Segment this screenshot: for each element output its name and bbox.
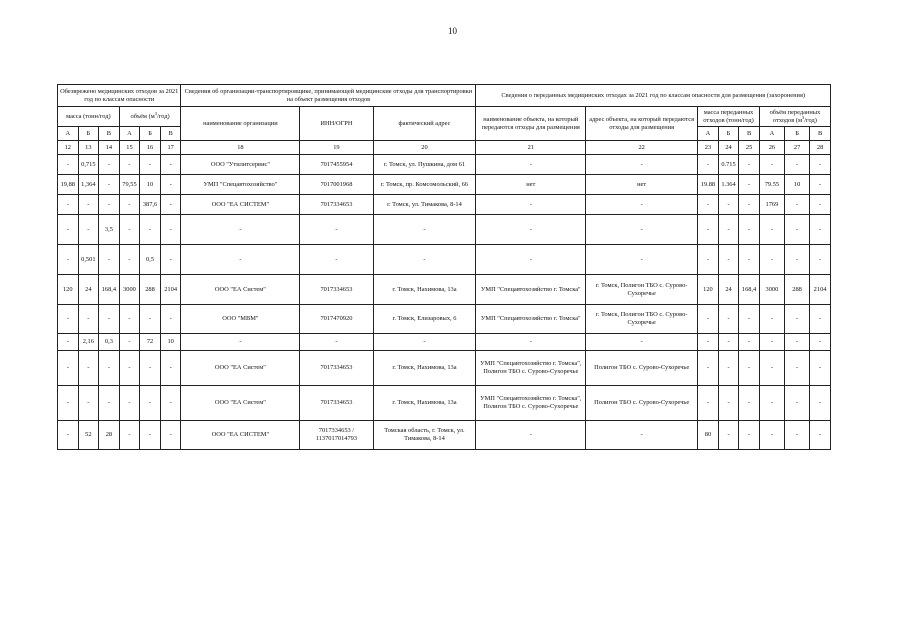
table-cell: -	[476, 421, 586, 450]
table-cell: г. Томск, Полигон ТБО с. Сурово-Сухоречье	[586, 305, 698, 334]
column-number: 18	[181, 141, 300, 155]
table-cell: -	[58, 155, 79, 175]
column-number: 22	[586, 141, 698, 155]
table-cell: -	[739, 215, 760, 245]
table-cell: -	[586, 215, 698, 245]
table-cell: -	[810, 351, 831, 386]
table-cell: ООО "ЕА Систем"	[181, 386, 300, 421]
header-org-name: наименование организации	[181, 107, 300, 141]
table-cell: -	[718, 334, 739, 351]
table-cell: 52	[78, 421, 99, 450]
table-cell: -	[160, 215, 181, 245]
table-cell: 24	[718, 275, 739, 305]
table-cell: г. Томск, ул. Пушкина, дом 61	[373, 155, 476, 175]
class-b-label: Б	[78, 127, 99, 141]
table-cell: 0,501	[78, 245, 99, 275]
table-cell: -	[58, 305, 79, 334]
table-cell: -	[140, 305, 161, 334]
table-cell: 7017455954	[300, 155, 373, 175]
column-number-row	[58, 141, 831, 155]
table-cell: 2,16	[78, 334, 99, 351]
class-v-label: В	[160, 127, 181, 141]
table-cell: ООО "ЕА Систем"	[181, 351, 300, 386]
table-cell: 79,55	[119, 175, 140, 195]
table-cell: -	[785, 334, 810, 351]
table-cell: 120	[698, 275, 719, 305]
class-a-label: А	[759, 127, 784, 141]
table-cell: 120	[58, 275, 79, 305]
table-cell: -	[119, 334, 140, 351]
table-cell: 72	[140, 334, 161, 351]
table-cell: -	[119, 386, 140, 421]
table-cell: -	[718, 215, 739, 245]
table-cell: -	[181, 334, 300, 351]
class-v-label: В	[99, 127, 120, 141]
table-cell: 0,3	[99, 334, 120, 351]
table-cell: г. Томск, Полигон ТБО с. Сурово-Сухоречье	[586, 275, 698, 305]
table-cell: -	[718, 305, 739, 334]
table-cell: -	[160, 421, 181, 450]
table-cell: нет	[476, 175, 586, 195]
table-body	[58, 141, 831, 450]
table-cell: УМП "Спецавтохозяйство г. Томска"	[476, 275, 586, 305]
header-transferred-mass: масса переданных отходов (тонн/год)	[698, 107, 760, 127]
table-cell: Томская область, г. Томск, ул. Тимакова, 8-14	[373, 421, 476, 450]
page-number: 10	[448, 26, 457, 36]
table-cell: 168,4	[99, 275, 120, 305]
table-cell: -	[476, 334, 586, 351]
table-cell: 3000	[759, 275, 784, 305]
table-cell: 2104	[810, 275, 831, 305]
table-cell: г. Томск, ул. Тимакова, 8-14	[373, 195, 476, 215]
table-cell: -	[810, 421, 831, 450]
table-row	[58, 195, 831, 215]
table-cell: -	[785, 195, 810, 215]
table-row	[58, 215, 831, 245]
table-cell: -	[78, 351, 99, 386]
column-number: 26	[759, 141, 784, 155]
table-cell: -	[99, 175, 120, 195]
table-cell: -	[58, 351, 79, 386]
table-cell: -	[300, 245, 373, 275]
header-object-name: наименование объекта, на который передаются отходы для размещения	[476, 107, 586, 141]
table-cell: -	[78, 305, 99, 334]
table-cell: -	[810, 334, 831, 351]
column-number: 19	[300, 141, 373, 155]
table-cell: -	[810, 386, 831, 421]
table-cell: -	[698, 334, 719, 351]
table-cell: -	[58, 245, 79, 275]
table-cell: 288	[140, 275, 161, 305]
class-v-label: В	[739, 127, 760, 141]
table-cell: -	[759, 305, 784, 334]
table-row	[58, 245, 831, 275]
table-cell: -	[586, 334, 698, 351]
table-cell: -	[810, 305, 831, 334]
table-cell: -	[739, 155, 760, 175]
table-cell: -	[58, 386, 79, 421]
table-cell: -	[698, 195, 719, 215]
table-cell: -	[78, 215, 99, 245]
table-cell: -	[99, 245, 120, 275]
table-row	[58, 305, 831, 334]
table-cell: -	[99, 195, 120, 215]
table-cell: Полигон ТБО с. Сурово-Сухоречье	[586, 386, 698, 421]
table-cell: -	[810, 215, 831, 245]
table-cell: 7017334653	[300, 195, 373, 215]
table-cell: -	[58, 215, 79, 245]
table-cell: -	[99, 305, 120, 334]
table-cell: -	[810, 155, 831, 175]
table-cell: -	[476, 155, 586, 175]
table-cell: 19.88	[698, 175, 719, 195]
table-cell: 10	[140, 175, 161, 195]
table-cell: -	[739, 334, 760, 351]
table-cell: -	[119, 305, 140, 334]
table-cell: ООО "Утилитсервис"	[181, 155, 300, 175]
table-cell: 28	[99, 421, 120, 450]
class-b-label: Б	[718, 127, 739, 141]
table-cell: -	[140, 386, 161, 421]
table-cell: -	[78, 195, 99, 215]
table-cell: -	[759, 155, 784, 175]
table-cell: -	[698, 155, 719, 175]
table-cell: -	[119, 215, 140, 245]
table-cell: -	[160, 386, 181, 421]
table-cell: -	[373, 245, 476, 275]
column-number: 20	[373, 141, 476, 155]
column-number: 14	[99, 141, 120, 155]
table-row	[58, 421, 831, 450]
class-a-label: А	[698, 127, 719, 141]
table-cell: -	[759, 215, 784, 245]
table-cell: -	[785, 155, 810, 175]
table-cell: -	[300, 334, 373, 351]
table-cell: 2104	[160, 275, 181, 305]
table-cell: УМП "Спецавтохозяйство"	[181, 175, 300, 195]
table-cell: нет	[586, 175, 698, 195]
header-transferred-group: Сведения о переданных медицинских отходах за 2021 год по классам опасности для размещения (захоронения)	[476, 85, 831, 107]
table-cell: 288	[785, 275, 810, 305]
table-cell: -	[119, 195, 140, 215]
table-row	[58, 155, 831, 175]
table-cell: -	[58, 195, 79, 215]
table-cell: -	[119, 155, 140, 175]
table-cell: -	[300, 215, 373, 245]
table-cell: 3,5	[99, 215, 120, 245]
table-cell: 10	[785, 175, 810, 195]
table-cell: -	[119, 421, 140, 450]
table-cell: -	[739, 305, 760, 334]
table-cell: -	[739, 351, 760, 386]
table-cell: 0.715	[718, 155, 739, 175]
column-number: 25	[739, 141, 760, 155]
column-number: 28	[810, 141, 831, 155]
table-cell: -	[181, 245, 300, 275]
table-cell: -	[160, 351, 181, 386]
table-cell: ООО "МВМ"	[181, 305, 300, 334]
table-cell: -	[99, 155, 120, 175]
table-cell: -	[58, 334, 79, 351]
table-cell: -	[373, 334, 476, 351]
table-cell: 3000	[119, 275, 140, 305]
table-cell: г. Томск, пр. Комсомольский, 66	[373, 175, 476, 195]
table-cell: г. Томск, Нахимова, 13а	[373, 386, 476, 421]
table-cell: 7017334653	[300, 386, 373, 421]
table-cell: -	[739, 421, 760, 450]
table-cell: 0,715	[78, 155, 99, 175]
table-cell: 19,88	[58, 175, 79, 195]
table-cell: -	[160, 195, 181, 215]
table-cell: -	[698, 215, 719, 245]
header-object-address: адрес объекта, на который передаются отходы для размещения	[586, 107, 698, 141]
table-cell: 79.55	[759, 175, 784, 195]
table-cell: -	[119, 351, 140, 386]
class-v-label: В	[810, 127, 831, 141]
table-cell: г. Томск, Елизаровых, 6	[373, 305, 476, 334]
table-cell: -	[476, 195, 586, 215]
table-cell: -	[586, 195, 698, 215]
column-number: 12	[58, 141, 79, 155]
column-number: 15	[119, 141, 140, 155]
medical-waste-table	[57, 84, 831, 450]
table-cell: -	[476, 215, 586, 245]
table-cell: -	[160, 175, 181, 195]
table-cell: -	[718, 351, 739, 386]
header-transferred-volume: объём переданных отходов $(м^3/год)$	[759, 107, 830, 127]
table-cell: -	[718, 195, 739, 215]
table-cell: УМП "Спецавтохозяйство г. Томска"	[476, 305, 586, 334]
table-cell: -	[810, 195, 831, 215]
table-cell: -	[759, 334, 784, 351]
table-cell: -	[810, 175, 831, 195]
table-cell: -	[476, 245, 586, 275]
table-cell: -	[140, 215, 161, 245]
table-cell: -	[739, 386, 760, 421]
table-cell: -	[759, 386, 784, 421]
table-cell: -	[810, 245, 831, 275]
class-b-label: Б	[785, 127, 810, 141]
table-cell: -	[739, 195, 760, 215]
table-cell: 24	[78, 275, 99, 305]
header-neutralized-group: Обезврежено медицинских отходов за 2021 год по классам опасности	[58, 85, 181, 107]
table-cell: 7017001968	[300, 175, 373, 195]
table-cell: 1,364	[78, 175, 99, 195]
class-a-label: А	[58, 127, 79, 141]
table-cell: 7017334653 / 1137017014793	[300, 421, 373, 450]
table-row	[58, 175, 831, 195]
table-cell: -	[785, 215, 810, 245]
table-cell: УМП "Спецавтохозяйство г. Томска", Полигон ТБО с. Сурово-Сухоречье	[476, 351, 586, 386]
table-cell: -	[160, 245, 181, 275]
table-cell: 1769	[759, 195, 784, 215]
table-cell: Полигон ТБО с. Сурово-Сухоречье	[586, 351, 698, 386]
table-cell: 80	[698, 421, 719, 450]
table-cell: -	[140, 421, 161, 450]
table-cell: -	[785, 386, 810, 421]
table-cell: -	[785, 351, 810, 386]
table-cell: ООО "ЕА СИСТЕМ"	[181, 421, 300, 450]
column-number: 17	[160, 141, 181, 155]
table-cell: -	[759, 245, 784, 275]
table-cell: -	[160, 155, 181, 175]
table-cell: -	[785, 305, 810, 334]
table-cell: -	[78, 386, 99, 421]
column-number: 27	[785, 141, 810, 155]
table-cell: 1.364	[718, 175, 739, 195]
table-cell: -	[119, 245, 140, 275]
table-row	[58, 386, 831, 421]
column-number: 13	[78, 141, 99, 155]
table-cell: -	[698, 351, 719, 386]
table-cell: -	[785, 421, 810, 450]
table-cell: -	[181, 215, 300, 245]
table-cell: 7017334653	[300, 351, 373, 386]
table-cell: 0,5	[140, 245, 161, 275]
table-cell: 7017470920	[300, 305, 373, 334]
table-cell: -	[99, 351, 120, 386]
class-b-label: Б	[140, 127, 161, 141]
table-cell: -	[586, 245, 698, 275]
table-cell: -	[718, 245, 739, 275]
table-cell: -	[58, 421, 79, 450]
table-cell: г. Томск, Нахимова, 13а	[373, 275, 476, 305]
table-cell: -	[160, 305, 181, 334]
column-number: 23	[698, 141, 719, 155]
table-cell: ООО "ЕА СИСТЕМ"	[181, 195, 300, 215]
table-cell: -	[759, 421, 784, 450]
table-cell: -	[373, 215, 476, 245]
class-a-label: А	[119, 127, 140, 141]
table-cell: 10	[160, 334, 181, 351]
header-mass: масса (тонн/год)	[58, 107, 120, 127]
table-cell: -	[698, 305, 719, 334]
table-row	[58, 275, 831, 305]
table-cell: 7017334653	[300, 275, 373, 305]
table-cell: -	[140, 155, 161, 175]
header-actual-address: фактический адрес	[373, 107, 476, 141]
table-cell: г. Томск, Нахимова, 13а	[373, 351, 476, 386]
table-cell: УМП "Спецавтохозяйство г. Томска", Полигон ТБО с. Сурово-Сухоречье	[476, 386, 586, 421]
column-number: 21	[476, 141, 586, 155]
column-number: 24	[718, 141, 739, 155]
table-cell: 387,6	[140, 195, 161, 215]
table-cell: -	[739, 245, 760, 275]
table-cell: -	[718, 421, 739, 450]
table-cell: 168,4	[739, 275, 760, 305]
table-row	[58, 351, 831, 386]
header-inn-ogrn: ИНН/ОГРН	[300, 107, 373, 141]
table-cell: ООО "ЕА Систем"	[181, 275, 300, 305]
table-cell: -	[739, 175, 760, 195]
table-cell: -	[718, 386, 739, 421]
table-cell: -	[99, 386, 120, 421]
table-cell: -	[698, 386, 719, 421]
table-row	[58, 334, 831, 351]
header-volume: объём $(м^3/год)$	[119, 107, 181, 127]
table-cell: -	[586, 421, 698, 450]
header-organization-group: Сведения об организации-транспортировщике, принимающей медицинские отходы для транспортировки на объект размещения отходов	[181, 85, 476, 107]
table-cell: -	[759, 351, 784, 386]
table-cell: -	[586, 155, 698, 175]
column-number: 16	[140, 141, 161, 155]
table-cell: -	[698, 245, 719, 275]
table-cell: -	[140, 351, 161, 386]
table-cell: -	[785, 245, 810, 275]
